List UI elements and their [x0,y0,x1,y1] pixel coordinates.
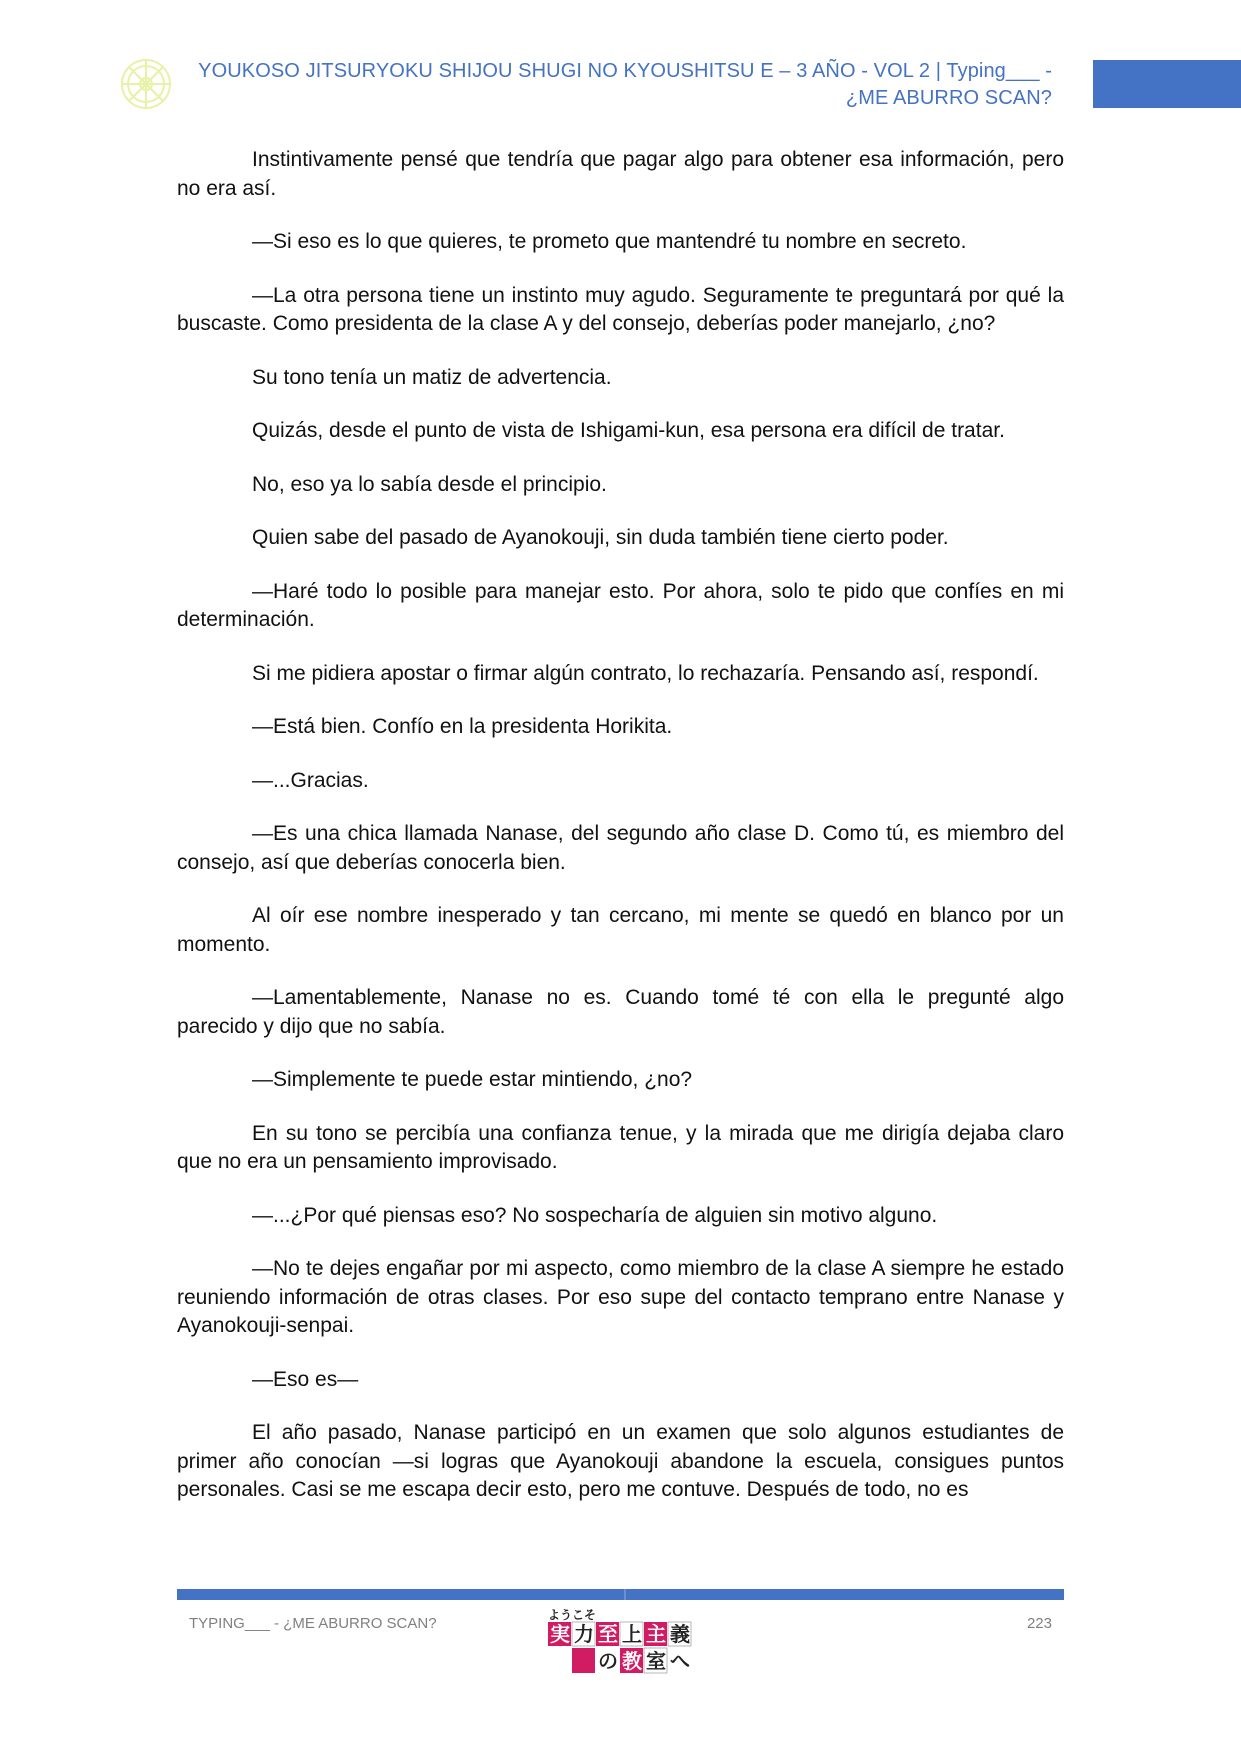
svg-text:ようこそ: ようこそ [548,1608,597,1622]
paragraph: —...Gracias. [252,768,369,792]
svg-text:至: 至 [598,1622,618,1646]
paragraph: —Si eso es lo que quieres, te prometo que mantendré tu nombre en secreto. [252,230,967,253]
paragraph: —Está bien. Confío en la presidenta Horikita. [252,715,673,738]
paragraph: No, eso ya lo sabía desde el principio. [252,472,607,496]
svg-text:へ: へ [670,1649,690,1673]
svg-text:上: 上 [622,1622,642,1646]
paragraph: —Simplemente te puede estar mintiendo, ¿no? [252,1068,693,1091]
footer-rule [177,1589,1064,1600]
svg-text:室: 室 [646,1649,666,1673]
paragraph: Quien sabe del pasado de Ayanokouji, sin duda también tiene cierto poder. [252,526,949,549]
svg-text:実: 実 [550,1622,570,1646]
header-accent-bar [1093,60,1241,108]
paragraph: En su tono se percibía una confianza tenue, y la mirada que me dirigía dejaba claro que no era un pensamiento improvisado. [177,1121,1064,1173]
series-logo [548,1607,693,1675]
footer-credit: TYPING___ - ¿ME ABURRO SCAN? [189,1615,437,1632]
svg-text:主: 主 [646,1622,666,1646]
paragraph: —...¿Por qué piensas eso? No sospecharía de alguien sin motivo alguno. [252,1203,938,1227]
paragraph: Su tono tenía un matiz de advertencia. [252,365,612,389]
svg-text:力: 力 [574,1622,594,1646]
paragraph: —Lamentablemente, Nanase no es. Cuando tomé té con ella le pregunté algo parecido y dijo que no sabía. [177,986,1064,1038]
paragraph: —Es una chica llamada Nanase, del segundo año clase D. Como tú, es miembro del consejo, así que deberías conocerla bien. [177,822,1064,874]
paragraph: —No te dejes engañar por mi aspecto, como miembro de la clase A siempre he estado reuniendo información de otras clases. Por eso supe del contacto temprano entre Nanase y Ayanokouji-senpai. [177,1257,1064,1337]
paragraph: Instintivamente pensé que tendría que pagar algo para obtener esa información, pero no era así. [177,148,1064,200]
running-header-title: YOUKOSO JITSURYOKU SHIJOU SHUGI NO KYOUSHITSU E – 3 AÑO - VOL 2 | Typing___ - ¿ME ABURRO SCAN? [198,60,1052,109]
svg-text:教: 教 [622,1649,642,1673]
page-number: 223 [1026,1615,1052,1632]
paragraph: —Haré todo lo posible para manejar esto. Por ahora, solo te pido que confíes en mi determinación. [177,579,1064,631]
paragraph: —Eso es— [252,1367,359,1391]
paragraph: El año pasado, Nanase participó en un examen que solo algunos estudiantes de primer año conocían —si logras que Ayanokouji abandone la escuela, consigues puntos personales. Casi se me escapa decir esto, pero me contuve. Después de todo, no es [177,1421,1064,1501]
svg-text:の: の [598,1649,618,1673]
paragraph: Al oír ese nombre inesperado y tan cercano, mi mente se quedó en blanco por un momento. [177,904,1064,956]
footer-rule-divider [624,1589,626,1600]
dharma-wheel-icon [119,57,173,111]
paragraph: Quizás, desde el punto de vista de Ishigami-kun, esa persona era difícil de tratar. [252,419,1005,442]
svg-text:義: 義 [670,1622,690,1646]
paragraph: —La otra persona tiene un instinto muy agudo. Seguramente te preguntará por qué la buscaste. Como presidenta de la clase A y del consejo, deberías poder manejarlo, ¿no? [177,283,1064,335]
paragraph: Si me pidiera apostar o firmar algún contrato, lo rechazaría. Pensando así, respondí. [252,661,1039,685]
page-body [177,146,1064,1530]
